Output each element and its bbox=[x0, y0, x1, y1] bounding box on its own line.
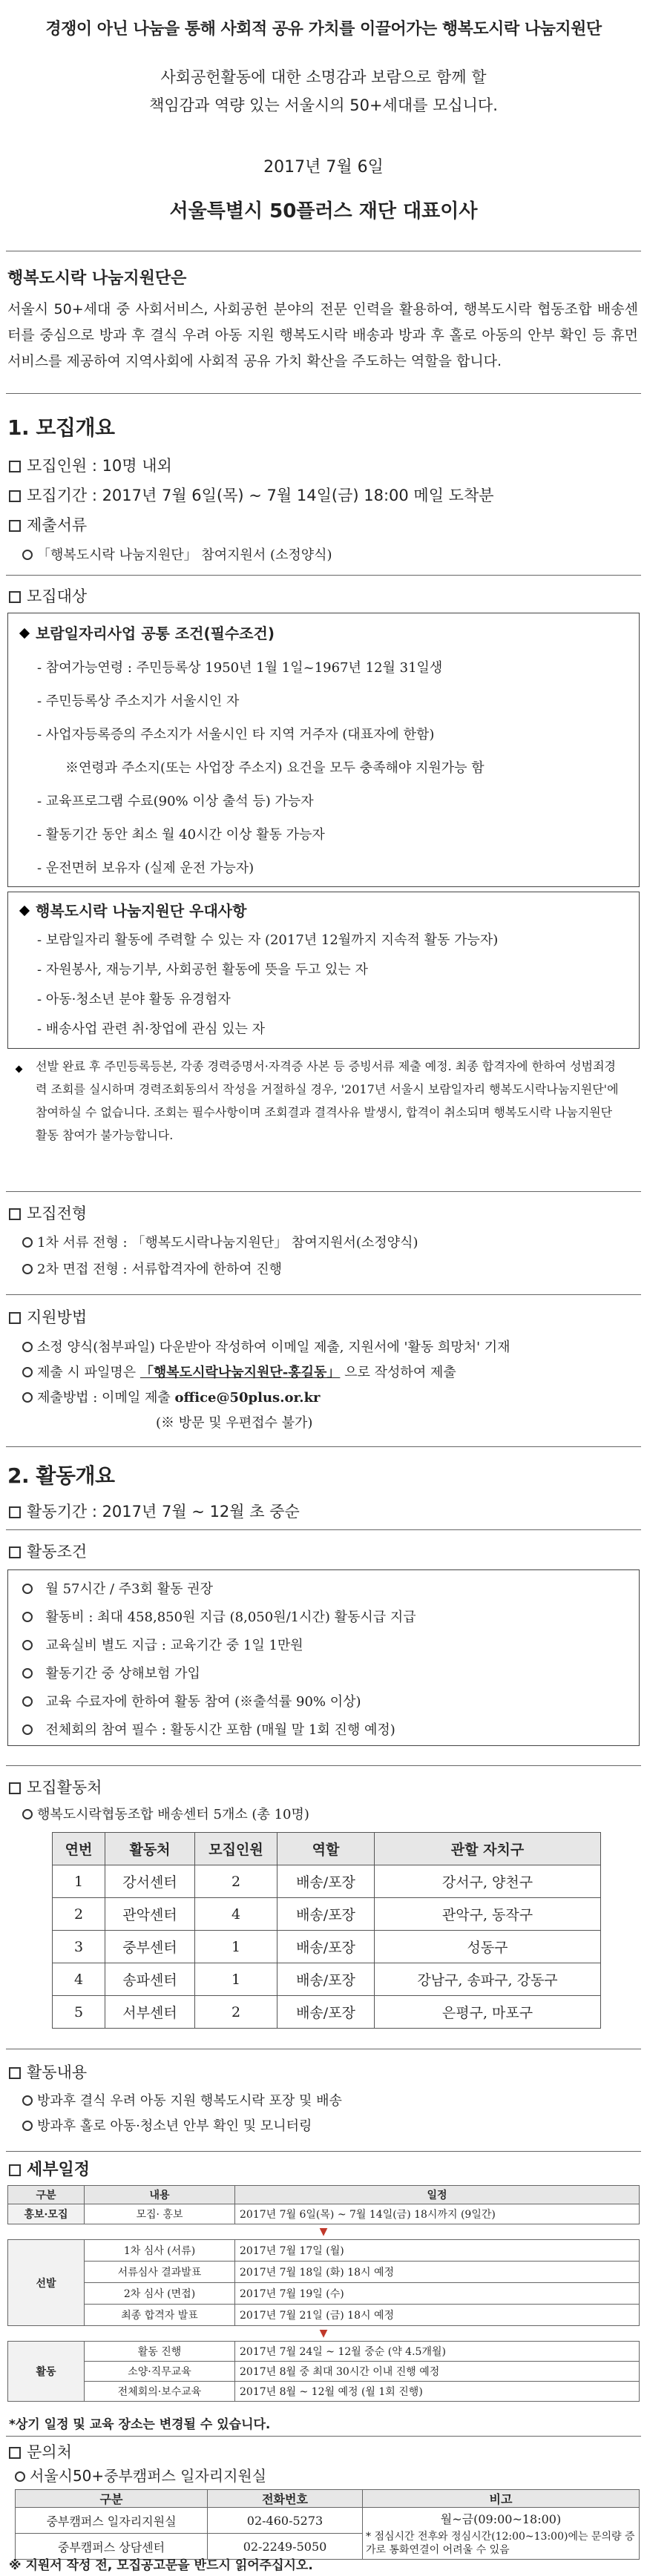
table-cell: 3 bbox=[53, 1931, 105, 1963]
apply-title: 지원방법 bbox=[9, 1305, 87, 1328]
circle-bullet-icon bbox=[22, 550, 33, 560]
verification-note: 선발 완료 후 주민등록등본, 각종 경력증명서·자격증 사본 등 증빙서류 제출 예정. 최종 합격자에 한하여 성범죄경력 조회를 실시하며 경력조회동의서 작성을 거절하실 경우, '2017년 서울시 보람일자리 행복도시락나눔지원단'에 참여하실 수 없습니다. 조회는 필수사항이며 조회결과 결격사유 발생시, 합격이 취소되며 행복도시락 나눔지원단 활동 참여가 불가능합니다. bbox=[36, 1059, 619, 1142]
circle-bullet-icon bbox=[22, 2095, 33, 2106]
circle-bullet-icon bbox=[22, 1367, 33, 1377]
table-cell: 2 bbox=[195, 1996, 277, 2029]
column-header: 구분 bbox=[16, 2490, 208, 2508]
column-header: 일정 bbox=[235, 2186, 640, 2204]
circle-bullet-icon bbox=[15, 2471, 25, 2482]
table-cell: 전체회의·보수교육 bbox=[85, 2382, 235, 2402]
list-item: 교육실비 별도 지급 : 교육기간 중 1일 1만원 bbox=[22, 1632, 631, 1660]
table-cell: 강서센터 bbox=[105, 1865, 195, 1898]
selection-title: 모집전형 bbox=[9, 1202, 87, 1224]
activity-period: 활동기간 : 2017년 7월 ~ 12월 초 중순 bbox=[9, 1500, 300, 1522]
square-bullet-icon bbox=[9, 1782, 21, 1794]
schedule-title: 세부일정 bbox=[9, 2157, 90, 2180]
table-cell: 활동 bbox=[8, 2342, 85, 2402]
column-header: 역할 bbox=[277, 1833, 375, 1865]
square-bullet-icon bbox=[9, 520, 21, 532]
contact-table bbox=[15, 2489, 640, 2560]
table-row bbox=[8, 2362, 640, 2382]
divider bbox=[6, 1529, 641, 1530]
column-header: 연번 bbox=[53, 1833, 105, 1865]
conditions-title: 활동조건 bbox=[9, 1540, 87, 1562]
table-cell: 배송/포장 bbox=[277, 1898, 375, 1931]
table-cell: 배송/포장 bbox=[277, 1931, 375, 1963]
table-cell: 은평구, 마포구 bbox=[375, 1996, 601, 2029]
divider bbox=[6, 393, 641, 394]
column-header: 관할 자치구 bbox=[375, 1833, 601, 1865]
table-row bbox=[53, 1963, 601, 1996]
list-item: - 자원봉사, 재능기부, 사회공헌 활동에 뜻을 두고 있는 자 bbox=[37, 962, 368, 978]
notice-date: 2017년 7월 6일 bbox=[263, 158, 384, 177]
divider bbox=[6, 2436, 641, 2437]
conditions-list bbox=[22, 1575, 631, 1745]
table-cell: 최종 합격자 발표 bbox=[85, 2305, 235, 2326]
section-2-title: 2. 활동개요 bbox=[7, 1463, 115, 1488]
arrow-down-icon: ▼ bbox=[319, 2226, 328, 2238]
table-cell: 선발 bbox=[8, 2240, 85, 2326]
docs-title: 제출서류 bbox=[9, 513, 87, 536]
column-header: 전화번호 bbox=[208, 2490, 363, 2508]
activities-title: 활동내용 bbox=[9, 2061, 87, 2083]
contact-title: 문의처 bbox=[9, 2440, 72, 2463]
arrow-row bbox=[8, 2326, 640, 2342]
final-note: ※ 지원서 작성 전, 모집공고문을 반드시 읽어주십시오. bbox=[9, 2558, 313, 2573]
table-cell: 2017년 8월 ~ 12월 예정 (월 1회 진행) bbox=[235, 2382, 640, 2402]
table-cell: 성동구 bbox=[375, 1931, 601, 1963]
table-row bbox=[8, 2204, 640, 2224]
arrow-down-icon: ▼ bbox=[319, 2328, 328, 2339]
circle-bullet-icon bbox=[22, 1342, 33, 1352]
subline-2: 책임감과 역량 있는 서울시의 50+세대를 모십니다. bbox=[149, 96, 498, 114]
list-item: - 교육프로그램 수료(90% 이상 출석 등) 가능자 bbox=[37, 794, 314, 809]
table-cell: 1 bbox=[53, 1865, 105, 1898]
table-row bbox=[53, 1898, 601, 1931]
table-cell: 4 bbox=[195, 1898, 277, 1931]
table-header-row bbox=[8, 2186, 640, 2204]
table-cell: 2 bbox=[195, 1865, 277, 1898]
diamond-bullet-icon bbox=[19, 628, 30, 639]
places-table bbox=[52, 1832, 601, 2029]
circle-bullet-icon bbox=[22, 1640, 33, 1650]
square-bullet-icon bbox=[9, 490, 21, 502]
recruit-period: 모집기간 : 2017년 7월 6일(목) ~ 7월 14일(금) 18:00 메일 도착분 bbox=[9, 484, 494, 506]
list-item: 2차 면접 전형 : 서류합격자에 한하여 진행 bbox=[22, 1256, 418, 1283]
list-item: 제출방법 : 이메일 제출 office@50plus.or.kr bbox=[22, 1386, 638, 1411]
table-cell: 4 bbox=[53, 1963, 105, 1996]
square-bullet-icon bbox=[9, 2067, 21, 2079]
table-cell: 1차 심사 (서류) bbox=[85, 2240, 235, 2262]
circle-bullet-icon bbox=[22, 2121, 33, 2131]
office-hours: 월~금(09:00~18:00) bbox=[440, 2512, 562, 2526]
list-item: 소정 양식(첨부파일) 다운받아 작성하여 이메일 제출, 지원서에 '활동 희망처' 기재 bbox=[22, 1335, 638, 1360]
list-item: - 참여가능연령 : 주민등록상 1950년 1월 1일~1967년 12월 31일생 bbox=[37, 660, 443, 676]
table-cell: 1 bbox=[195, 1931, 277, 1963]
circle-bullet-icon bbox=[22, 1668, 33, 1679]
intro-text: 서울시 50+세대 중 사회서비스, 사회공헌 분야의 전문 인력을 활용하여, 행복도시락 협동조합 배송센터를 중심으로 방과 후 결식 우려 아동 지원 행복도시락 배송과 방과 후 홀로 아동의 안부 확인 등 휴먼서비스를 제공하여 지역사회에 사회적 공유 가치 확산을 주도하는 역할을 합니다. bbox=[7, 301, 638, 369]
table-row bbox=[16, 2508, 640, 2534]
table-row bbox=[53, 1931, 601, 1963]
note-diamond bbox=[16, 1062, 27, 1076]
divider bbox=[6, 1294, 641, 1295]
list-item: - 사업자등록증의 주소지가 서울시인 타 지역 거주자 (대표자에 한함) bbox=[37, 727, 435, 742]
column-header: 활동처 bbox=[105, 1833, 195, 1865]
issuer: 서울특별시 50플러스 재단 대표이사 bbox=[169, 200, 478, 223]
diamond-bullet-icon bbox=[16, 1066, 23, 1073]
divider bbox=[6, 1765, 641, 1766]
circle-bullet-icon bbox=[22, 1237, 33, 1248]
divider bbox=[6, 575, 641, 576]
table-cell: 2017년 7월 18일 (화) 18시 예정 bbox=[235, 2262, 640, 2283]
table-cell: 1 bbox=[195, 1963, 277, 1996]
table-cell: 2차 심사 (면접) bbox=[85, 2283, 235, 2305]
activities-list bbox=[22, 2089, 342, 2139]
square-bullet-icon bbox=[9, 1546, 21, 1558]
common-conditions-title: 보람일자리사업 공통 조건(필수조건) bbox=[21, 622, 275, 643]
common-conditions-list bbox=[37, 651, 631, 885]
list-item: 전체회의 참여 필수 : 활동시간 포함 (매월 말 1회 진행 예정) bbox=[22, 1716, 631, 1745]
preferred-title: 행복도시락 나눔지원단 우대사항 bbox=[21, 899, 246, 920]
list-item: 월 57시간 / 주3회 활동 권장 bbox=[22, 1575, 631, 1604]
square-bullet-icon bbox=[9, 2164, 21, 2176]
list-item: - 아동·청소년 분야 활동 유경험자 bbox=[37, 992, 231, 1007]
file-name-format: 「행복도시락나눔지원단-홍길동」 bbox=[139, 1365, 341, 1380]
phone-number: 02-460-5273 bbox=[208, 2508, 363, 2534]
table-cell: 배송/포장 bbox=[277, 1996, 375, 2029]
list-item: (※ 방문 및 우편접수 불가) bbox=[156, 1415, 313, 1431]
schedule-note: *상기 일정 및 교육 장소는 변경될 수 있습니다. bbox=[9, 2417, 271, 2432]
list-item: - 배송사업 관련 취·창업에 관심 있는 자 bbox=[37, 1021, 265, 1037]
target-title: 모집대상 bbox=[9, 584, 87, 607]
contact-intro: 서울시50+중부캠퍼스 일자리지원실 bbox=[15, 2464, 266, 2486]
column-header: 구분 bbox=[8, 2186, 85, 2204]
circle-bullet-icon bbox=[22, 1696, 33, 1707]
table-header-row bbox=[16, 2490, 640, 2508]
circle-bullet-icon bbox=[22, 1392, 33, 1403]
lunch-note: * 점심시간 전후와 정심시간(12:00~13:00)에는 문의량 증가로 통화연결이 어려울 수 있음 bbox=[366, 2531, 635, 2556]
divider bbox=[6, 1191, 641, 1192]
column-header: 모집인원 bbox=[195, 1833, 277, 1865]
table-cell: 활동 진행 bbox=[85, 2342, 235, 2362]
selection-list bbox=[22, 1230, 418, 1283]
table-cell: 5 bbox=[53, 1996, 105, 2029]
recruit-count: 모집인원 : 10명 내외 bbox=[9, 454, 172, 476]
section-1-title: 1. 모집개요 bbox=[7, 415, 115, 440]
list-item: 활동기간 중 상해보험 가입 bbox=[22, 1660, 631, 1688]
list-item: ※연령과 주소지(또는 사업장 주소지) 요건을 모두 충족해야 지원가능 함 bbox=[65, 760, 485, 776]
circle-bullet-icon bbox=[22, 1612, 33, 1622]
intro-title: 행복도시락 나눔지원단은 bbox=[7, 269, 187, 288]
circle-bullet-icon bbox=[22, 1809, 33, 1819]
list-item: 활동비 : 최대 458,850원 지급 (8,050원/1시간) 활동시급 지급 bbox=[22, 1604, 631, 1632]
list-item: 제출 시 파일명은 「행복도시락나눔지원단-홍길동」 으로 작성하여 제출 bbox=[22, 1360, 638, 1386]
table-cell: 관악구, 동작구 bbox=[375, 1898, 601, 1931]
table-cell: 2017년 7월 17일 (월) bbox=[235, 2240, 640, 2262]
docs-item: 「행복도시락 나눔지원단」 참여지원서 (소정양식) bbox=[22, 544, 332, 564]
list-item: - 운전면허 보유자 (실제 운전 가능자) bbox=[37, 860, 254, 876]
table-row bbox=[53, 1865, 601, 1898]
table-cell: 서류심사 결과발표 bbox=[85, 2262, 235, 2283]
places-title: 모집활동처 bbox=[9, 1776, 102, 1798]
square-bullet-icon bbox=[9, 1208, 21, 1220]
headline: 경쟁이 아닌 나눔을 통해 사회적 공유 가치를 이끌어가는 행복도시락 나눔지원단 bbox=[45, 20, 602, 39]
square-bullet-icon bbox=[9, 591, 21, 603]
table-cell: 홍보·모집 bbox=[8, 2204, 85, 2224]
square-bullet-icon bbox=[9, 461, 21, 472]
circle-bullet-icon bbox=[22, 1264, 33, 1274]
table-header-row bbox=[53, 1833, 601, 1865]
circle-bullet-icon bbox=[22, 1725, 33, 1735]
table-row bbox=[8, 2382, 640, 2402]
table-row bbox=[8, 2342, 640, 2362]
square-bullet-icon bbox=[9, 2447, 21, 2459]
arrow-row bbox=[8, 2224, 640, 2240]
diamond-bullet-icon bbox=[19, 906, 30, 916]
table-cell: 2017년 7월 21일 (금) 18시 예정 bbox=[235, 2305, 640, 2326]
table-row bbox=[8, 2240, 640, 2262]
table-cell: 강남구, 송파구, 강동구 bbox=[375, 1963, 601, 1996]
table-cell: 송파센터 bbox=[105, 1963, 195, 1996]
table-cell: 모집· 홍보 bbox=[85, 2204, 235, 2224]
circle-bullet-icon bbox=[22, 1584, 33, 1594]
list-item: 1차 서류 전형 : 「행복도시락나눔지원단」 참여지원서(소정양식) bbox=[22, 1230, 418, 1256]
table-row bbox=[8, 2262, 640, 2283]
email-link[interactable]: office@50plus.or.kr bbox=[174, 1390, 321, 1406]
places-intro: 행복도시락협동조합 배송센터 5개소 (총 10명) bbox=[22, 1804, 309, 1823]
list-item: 방과후 결식 우려 아동 지원 행복도시락 포장 및 배송 bbox=[22, 2089, 342, 2114]
table-cell: 2017년 7월 19일 (수) bbox=[235, 2283, 640, 2305]
divider bbox=[6, 2151, 641, 2152]
table-cell: 2017년 8월 중 최대 30시간 이내 진행 예정 bbox=[235, 2362, 640, 2382]
table-row bbox=[8, 2283, 640, 2305]
table-cell: 2017년 7월 6일(목) ~ 7월 14일(금) 18시까지 (9일간) bbox=[235, 2204, 640, 2224]
table-cell: 2 bbox=[53, 1898, 105, 1931]
table-cell: 관악센터 bbox=[105, 1898, 195, 1931]
list-item: 교육 수료자에 한하여 활동 참여 (※출석률 90% 이상) bbox=[22, 1688, 631, 1716]
subline-1: 사회공헌활동에 대한 소명감과 보람으로 함께 할 bbox=[160, 68, 487, 86]
table-cell: 중부센터 bbox=[105, 1931, 195, 1963]
table-cell: 배송/포장 bbox=[277, 1963, 375, 1996]
table-cell: 강서구, 양천구 bbox=[375, 1865, 601, 1898]
divider bbox=[6, 1446, 641, 1447]
table-cell: 중부캠퍼스 상담센터 bbox=[16, 2534, 208, 2560]
contact-remark bbox=[363, 2508, 640, 2560]
phone-number: 02-2249-5050 bbox=[208, 2534, 363, 2560]
table-row bbox=[53, 1996, 601, 2029]
square-bullet-icon bbox=[9, 1312, 21, 1324]
table-cell: 중부캠퍼스 일자리지원실 bbox=[16, 2508, 208, 2534]
square-bullet-icon bbox=[9, 1506, 21, 1518]
table-cell: 2017년 7월 24일 ~ 12월 중순 (약 4.5개월) bbox=[235, 2342, 640, 2362]
list-item: - 보람일자리 활동에 주력할 수 있는 자 (2017년 12월까지 지속적 활동 가능자) bbox=[37, 932, 499, 948]
list-item: 방과후 홀로 아동·청소년 안부 확인 및 모니터링 bbox=[22, 2114, 342, 2139]
apply-list bbox=[22, 1335, 638, 1436]
table-cell: 배송/포장 bbox=[277, 1865, 375, 1898]
table-cell: 서부센터 bbox=[105, 1996, 195, 2029]
schedule-table bbox=[7, 2185, 640, 2402]
table-row bbox=[8, 2305, 640, 2326]
column-header: 내용 bbox=[85, 2186, 235, 2204]
preferred-list bbox=[37, 926, 631, 1044]
list-item: - 주민등록상 주소지가 서울시인 자 bbox=[37, 694, 240, 709]
list-item: - 활동기간 동안 최소 월 40시간 이상 활동 가능자 bbox=[37, 827, 325, 843]
table-cell: 소양·직무교육 bbox=[85, 2362, 235, 2382]
column-header: 비고 bbox=[363, 2490, 640, 2508]
